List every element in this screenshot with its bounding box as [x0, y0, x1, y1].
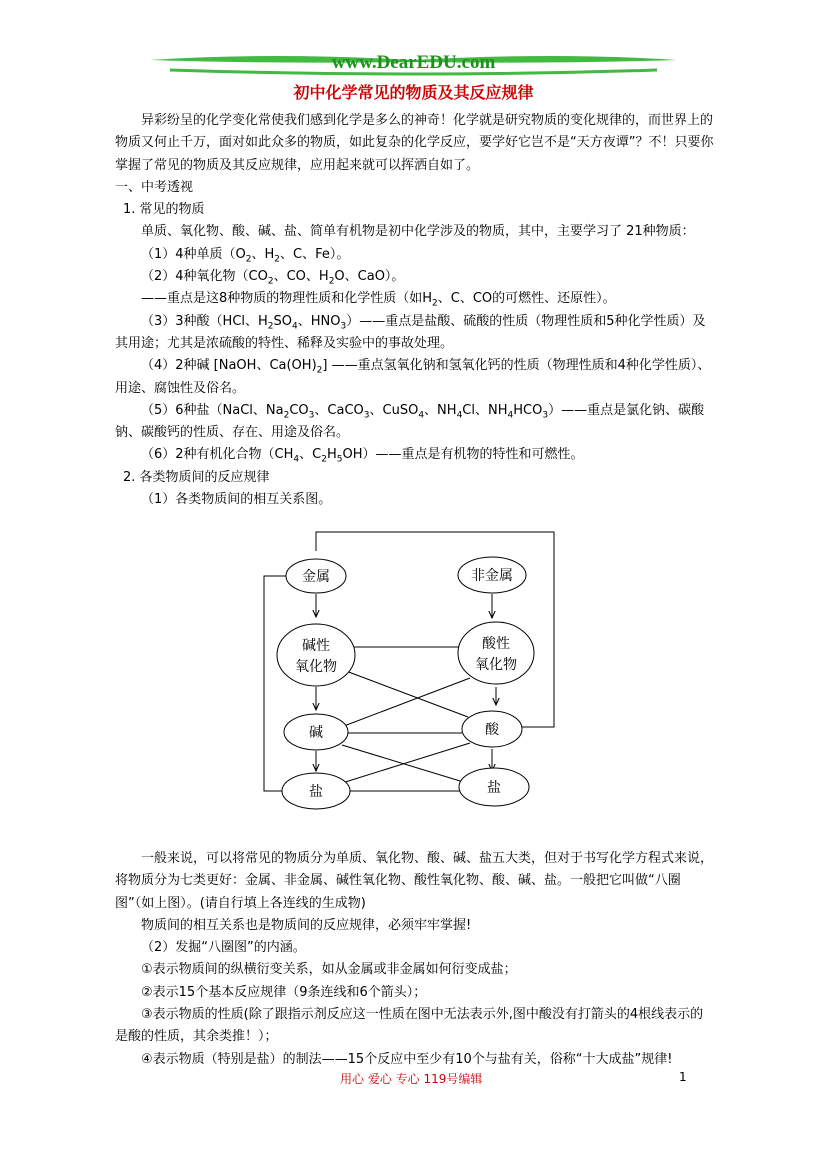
label-acidic-oxide-1: 酸性 [482, 636, 510, 652]
label-salt-right: 盐 [487, 780, 501, 796]
list-item-organics: （6）2种有机化合物（$CH_4$、$C_2H_5OH)——$重点是有机物的特性和可燃性。 [141, 447, 584, 466]
label-nonmetal: 非金属 [471, 568, 513, 584]
subheading-reaction-rules: 2. 各类物质间的反应规律 [123, 469, 270, 485]
node-basic-oxide [277, 624, 355, 686]
label-acid: 酸 [485, 722, 499, 738]
list-item-oxides: （2）4种氧化物（$CO_2$、CO、$H_2O$、CaO）。 [141, 269, 405, 287]
list-item-bases: （4）2种碱 [NaOH、$Ca(OH)_2$] ——重点氢氧化钠和氢氧化钙的性质（物理性质和4种化学性质）、用途、腐蚀性及俗名。 [115, 358, 711, 396]
meaning-item-3: ③表示物质的性质(除了跟指示剂反应这一性质在图中无法表示外,图中酸没有打箭头的4根线表示的是酸的性质，其余类推！）； [115, 1007, 704, 1045]
label-acidic-oxide-2: 氧化物 [475, 657, 517, 673]
eight-circle-diagram [258, 527, 558, 817]
section-heading: 一、中考透视 [115, 179, 194, 195]
list-item-acids: （3）3种酸（HCl、$H_2SO_4$、$HNO_3)——$重点是盐酸、硫酸的性质（物理性质和5种化学性质）及其用途；尤其是浓硫酸的特性、稀释及实验中的事故处理。 [115, 313, 706, 351]
document-body-continued [115, 848, 715, 1071]
label-basic-oxide-2: 氧化物 [295, 659, 337, 675]
line-salt-acid [342, 743, 470, 783]
list-note: ——重点是这8种物质的物理性质和化学性质（如$H_2$、C、CO的可燃性、还原性）。 [141, 291, 616, 309]
intro-paragraph: 异彩纷呈的化学变化常使我们感到化学是多么的神奇！化学就是研究物质的变化规律的，而世界上的物质又何止千万，面对如此众多的物质，如此复杂的化学反应，要学好它岂不是“天方夜谭”？不！只要你掌握了常见的物质及其反应规律，应用起来就可以挥洒自如了。 [115, 113, 714, 173]
line-basic-oxide-acid [346, 671, 468, 717]
subheading-common-substances: 1. 常见的物质 [123, 202, 205, 218]
reaction-rule-note: 物质间的相互关系也是物质间的反应规律，必须牢牢掌握! [141, 917, 472, 933]
line-base-salt [342, 745, 470, 784]
header-banner [150, 48, 677, 78]
label-basic-oxide-1: 碱性 [302, 638, 330, 654]
substances-paragraph: 单质、氧化物、酸、碱、盐、简单有机物是初中化学涉及的物质，其中，主要学习了 21种物质： [141, 224, 695, 240]
site-name[interactable]: www.DearEDU.com [331, 52, 496, 73]
meaning-item-1: ①表示物质间的纵横衍变关系，如从金属或非金属如何衍变成盐； [141, 962, 517, 978]
subheading-eight-circle-meaning: （2）发掘“八圈图”的内涵。 [141, 940, 306, 956]
line-base-acidic-oxide [344, 678, 470, 726]
node-acidic-oxide [458, 622, 534, 684]
page-number: 1 [679, 1070, 687, 1084]
page-title: 初中化学常见的物质及其反应规律 [293, 83, 534, 102]
label-salt-left: 盐 [309, 784, 323, 800]
connector-metal-salt [264, 576, 286, 791]
meaning-item-2: ②表示15个基本反应规律（9条连线和6个箭头）； [141, 984, 427, 1000]
label-base: 碱 [309, 725, 323, 741]
meaning-item-4: ④表示物质（特别是盐）的制法——15个反应中至少有10个与盐有关，俗称“十大成盐”规律! [141, 1051, 673, 1067]
label-metal: 金属 [302, 569, 330, 585]
subheading-relation-diagram: （1）各类物质间的相互关系图。 [141, 492, 332, 508]
footer-text: 用心 爱心 专心 119号编辑 [340, 1072, 483, 1086]
list-item-elements: （1）4种单质（$O_2$、$H_2$、C、Fe）。 [141, 246, 350, 265]
classification-paragraph: 一般来说，可以将常见的物质分为单质、氧化物、酸、碱、盐五大类，但对于书写化学方程式来说，将物质分为七类更好：金属、非金属、碱性氧化物、酸性氧化物、酸、碱、盐。一般把它叫做“八圈图”（如上图）。(请自行填上各连线的生成物) [115, 851, 714, 911]
document-body [115, 110, 715, 511]
list-item-salts: （5）6种盐（NaCl、$Na_2CO_3$、CaCO$_3$、CuSO$_4$、$NH_4Cl$、$NH_4HCO_3)——$重点是氯化钠、碳酸钠、碳酸钙的性质、存在、用途及俗名。 [115, 402, 705, 441]
